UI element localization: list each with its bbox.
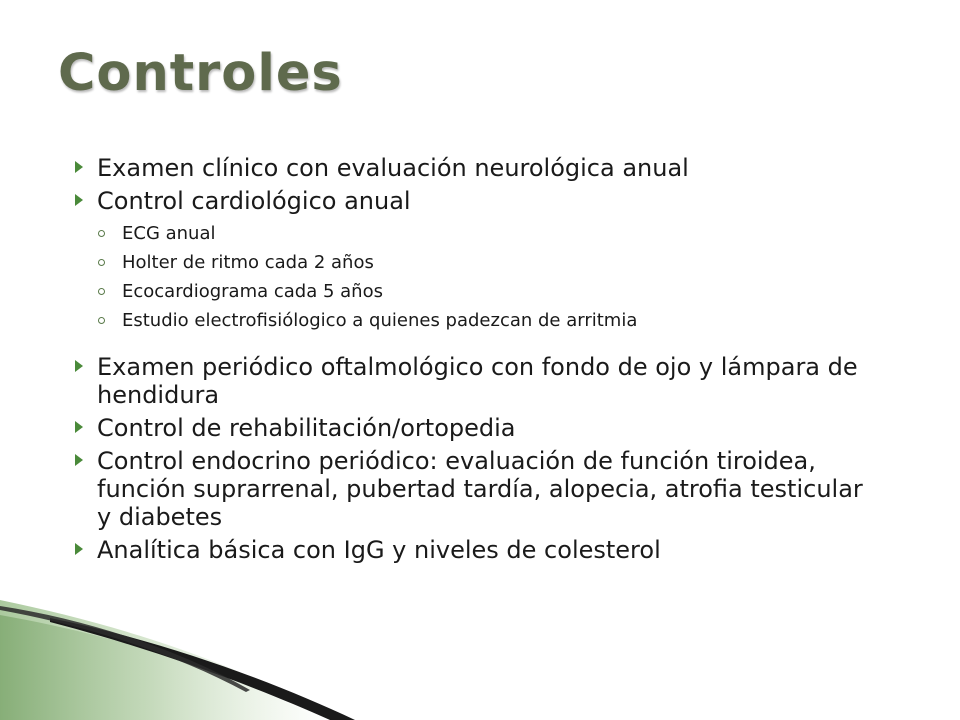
sub-bullet-item <box>97 248 875 277</box>
bullet-text: Examen clínico con evaluación neurológica anual <box>97 154 689 182</box>
slide-title: Controles <box>58 44 343 103</box>
sub-bullet-item <box>97 219 875 248</box>
arrow-bullet-icon <box>75 421 83 433</box>
sub-bullet-list <box>97 219 875 335</box>
arrow-bullet-icon <box>75 543 83 555</box>
arrow-bullet-icon <box>75 161 83 173</box>
bullet-item <box>75 536 875 564</box>
bullet-text: Examen periódico oftalmológico con fondo de ojo y lámpara de hendidura <box>97 353 858 409</box>
bullet-text: Control endocrino periódico: evaluación de función tiroidea, función suprarrenal, pubertad tardía, alopecia, atrofia testicular y diabetes <box>97 447 863 531</box>
arrow-bullet-icon <box>75 360 83 372</box>
bullet-item <box>75 447 875 531</box>
bullet-text: Analítica básica con IgG y niveles de colesterol <box>97 536 661 564</box>
bullet-item <box>75 187 875 335</box>
bullet-item <box>75 414 875 442</box>
bullet-text: Control cardiológico anual <box>97 187 411 215</box>
sub-bullet-text: Estudio electrofisiólogico a quienes padezcan de arritmia <box>122 310 638 331</box>
bullet-list <box>75 154 875 569</box>
sub-bullet-item <box>97 306 875 335</box>
bullet-item <box>75 353 875 409</box>
swoosh-green-band-light <box>0 615 320 720</box>
sub-bullet-item <box>97 277 875 306</box>
ring-bullet-icon <box>98 288 105 295</box>
arrow-bullet-icon <box>75 194 83 206</box>
sub-bullet-text: Ecocardiograma cada 5 años <box>122 281 383 302</box>
ring-bullet-icon <box>98 230 105 237</box>
ring-bullet-icon <box>98 317 105 324</box>
ring-bullet-icon <box>98 259 105 266</box>
sub-bullet-text: Holter de ritmo cada 2 años <box>122 252 374 273</box>
bullet-text: Control de rehabilitación/ortopedia <box>97 414 516 442</box>
sub-bullet-text: ECG anual <box>122 223 216 244</box>
bullet-item <box>75 154 875 182</box>
arrow-bullet-icon <box>75 454 83 466</box>
